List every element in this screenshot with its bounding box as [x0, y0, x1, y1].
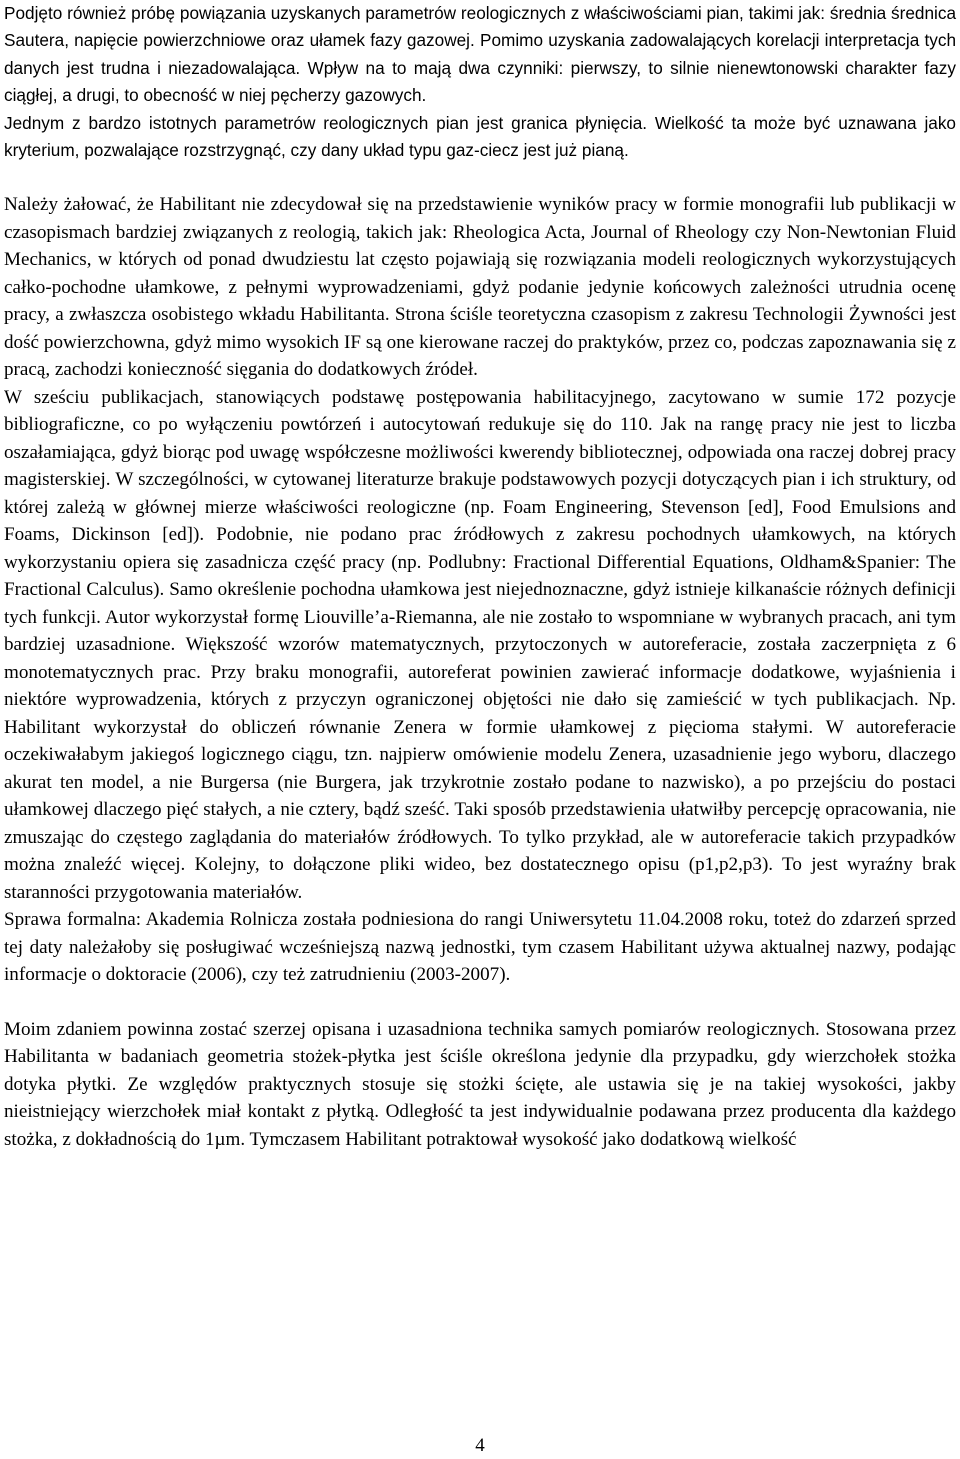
document-page — [4, 0, 956, 1153]
paragraph-formal-matter: Sprawa formalna: Akademia Rolnicza została podniesiona do rangi Uniwersytetu 11.04.2008 roku, toteż do zdarzeń sprzed tej daty należałoby się posługiwać wcześniejszą nazwą jednostki, tym czasem Habilitant używa aktualnej nazwy, podając informacje o doktoracie (2006), czy też zatrudnieniu (2003-2007). — [4, 909, 956, 986]
paragraph-publication-venues: Należy żałować, że Habilitant nie zdecydował się na przedstawienie wyników pracy w formie monografii lub publikacji w czasopismach bardziej związanych z reologią, takich jak: Rheologica Acta, Journal of Rheology czy Non-Newtonian Fluid Mechanics, w których od ponad dwudziestu lat często pojawiają się rozwiązania modeli reologicznych wykorzystujących całko-pochodne ułamkowe, z pełnymi wyprowadzeniami, gdyż podanie jedynie końcowych zależności utrudnia ocenę pracy, a zwłaszcza osobistego wkładu Habilitanta. Strona ściśle teoretyczna czasopism z zakresu Technologii Żywności jest dość powierzchowna, gdyż mimo wysokich IF są one kierowane raczej do praktyków, przez co, podczas zapoznawania się z pracą, zachodzi konieczność sięgania do dodatkowych źródeł. — [4, 194, 956, 381]
measurement-section — [4, 1016, 956, 1154]
review-section — [4, 191, 956, 989]
paragraph-yield-stress: Jednym z bardzo istotnych parametrów reologicznych pian jest granica płynięcia. Wielkość ta może być uznawana jako kryterium, pozwalające rozstrzygnąć, czy dany układ typu gaz-ciecz jest już pianą. — [4, 112, 956, 161]
intro-section — [4, 0, 956, 164]
paragraph-bibliography: W sześciu publikacjach, stanowiących podstawę postępowania habilitacyjnego, zacytowano w sumie 172 pozycje bibliograficzne, co po wyłączeniu powtórzeń i autocytowań redukuje się do 110. Jak na rangę pracy nie jest to liczba oszałamiająca, gdyż biorąc pod uwagę współczesne możliwości kwerendy bibliotecznej, odpowiada ona raczej dobrej pracy magisterskiej. W szczególności, w cytowanej literaturze brakuje podstawowych pozycji dotyczących pian i ich struktury, od której zależą w głównej mierze właściwości reologiczne (np. Foam Engineering, Stevenson [ed], Food Emulsions and Foams, Dickinson [ed]). Podobnie, nie podano prac źródłowych z zakresu pochodnych ułamkowych, na których wykorzystaniu opiera się zasadnicza część pracy (np. Podlubny: Fractional Differential Equations, Oldham&Spanier: The Fractional Calculus). Samo określenie pochodna ułamkowa jest niejednoznaczne, gdyż istnieje kilkanaście różnych definicji tych funkcji. Autor wykorzystał formę Liouville’a-Riemanna, ale nie zostało to wspomniane w wybranych pracach, ani tym bardziej uzasadnione. Większość wzorów matematycznych, przytoczonych w autoreferacie, została zaczerpnięta z 6 monotematycznych prac. Przy braku monografii, autoreferat powinien zawierać informacje dodatkowe, wyjaśnienia i niektóre wyprowadzenia, których z przyczyn ograniczonej objętości nie dało się zamieścić w tych publikacjach. Np. Habilitant wykorzystał do obliczeń równanie Zenera w formie ułamkowej z pięcioma stałymi. W autoreferacie oczekiwałabym jakiegoś logicznego ciągu, tzn. najpierw omówienie modelu Zenera, uzasadnienie jego wyboru, dlaczego akurat ten model, a nie Burgersa (nie Burgera, jak trzykrotnie zostało podane to nazwisko), a po przejściu do postaci ułamkowej dlaczego pięć stałych, a nie cztery, bądź sześć. Taki sposób przedstawienia ułatwiłby percepcję opracowania, nie zmuszając do częstego zaglądania do materiałów źródłowych. To tylko przykład, ale w autoreferacie takich przypadków można znaleźć więcej. Kolejny, to dołączone pliki wideo, bez dostatecznego opisu (p1,p2,p3). To jest wyraźny brak staranności przygotowania materiałów. — [4, 386, 956, 903]
page-number: 4 — [475, 1435, 485, 1456]
paragraph-spacer — [4, 164, 956, 191]
paragraph-measurement-technique: Moim zdaniem powinna zostać szerzej opisana i uzasadniona technika samych pomiarów reologicznych. Stosowana przez Habilitanta w badaniach geometria stożek-płytka jest ściśle określona jedynie dla przypadku, gdy wierzchołek stożka dotyka płytki. Ze względów praktycznych stosuje się stożki ścięte, ale ustawia się je na takiej wysokości, jakby nieistniejący wierzchołek miał kontakt z płytką. Odległość ta jest indywidualnie podawana przez producenta dla każdego stożka, z dokładnością do 1µm. Tymczasem Habilitant potraktował wysokość jako dodatkową wielkość — [4, 1018, 956, 1150]
paragraph-rheology-correlations: Podjęto również próbę powiązania uzyskanych parametrów reologicznych z właściwościami pian, takimi jak: średnia średnica Sautera, napięcie powierzchniowe oraz ułamek fazy gazowej. Pomimo uzyskania zadowalających korelacji interpretacja tych danych jest trudna i niezadowalająca. Wpływ na to mają dwa czynniki: pierwszy, to silnie nienewtonowski charakter fazy ciągłej, a drugi, to obecność w niej pęcherzy gazowych. — [4, 3, 956, 106]
paragraph-spacer — [4, 989, 956, 1016]
